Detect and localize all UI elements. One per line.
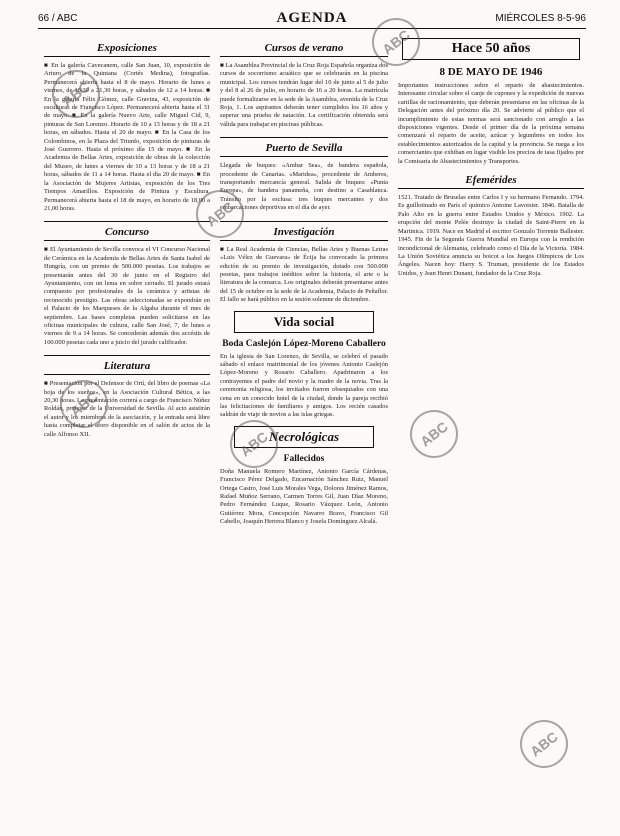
literatura-heading: Literatura	[44, 355, 210, 375]
exposiciones-text: ■ En la galería Cavecanem, calle San Juan, 10, exposición de Arturo de la Quintana (Cortés Medina), fotografías. Permanecerá abierta hasta el 8 de mayo. Horario de lunes a viernes, de 18,30 a 21,30 horas, y sábados de 12 a 14 horas. ■ En la galería Félix Gómez, calle Gravina, 43, exposición de esculturas de Francisco López. Permanecerá abierta hasta el 31 de mayo. ■ En la galería Nuevo Arte, calle Miguel Cid, 9, pinturas de San Lorenzo. Horario de 10 a 13 horas y de 18 a 21 horas, en sábados. Hasta el 20 de mayo. ■ En la Casa de los Colombinos, en la Plaza del Triunfo, exposición de pinturas de José Guerrero. Hasta el próximo día 15 de mayo. ■ En la Academia de Bellas Artes, exposición de obras de la colección del Museo, de lunes a viernes de 10 a 13 horas y de 18 a 21 horas, sábados de 11 a 14 horas. Hasta el día 20 de mayo. ■ En la Asociación de Mujeres Artistas, exposición de los Tres Tiempos Amarillos. Exposición de Pintura y Escultura. Permanecerá abierta hasta el 18 de mayo, en horario de 18,00 a 21,00 horas.	[44, 62, 210, 212]
hace-50-date: 8 DE MAYO DE 1946	[439, 66, 543, 78]
concurso-text: ■ El Ayuntamiento de Sevilla convoca el VI Concurso Nacional de Cerámica en la Academia de Bellas Artes de Santa Isabel de Hungría, con un premio de 500.000 pesetas. Los trabajos se presentarán antes del 30 de junio en el Registro del Ayuntamiento, con un lema en sobre cerrado. El jurado estará compuesto por profesionales de la cerámica y artistas de reconocido prestigio. Las obras seleccionadas se expondrán en el Palacio de los Marqueses de la Algaba durante el mes de septiembre. Las bases completas pueden solicitarse en las oficinas municipales de cultura, calle San José, 7, de lunes a viernes de 9 a 14 horas. Se concederán además dos accésits de 100.000 pesetas cada uno a juicio del jurado calificador.	[44, 246, 210, 346]
cursos-heading: Cursos de verano	[220, 42, 388, 57]
puerto-heading: Puerto de Sevilla	[220, 137, 388, 157]
investigacion-text: ■ La Real Academia de Ciencias, Bellas Artes y Buenas Letras «Luis Vélez de Guevara» de Écija ha convocado la primera edición de su premio de investigación, dotado con 500.000 pesetas, para trabajos inéditos sobre la historia, el arte o la literatura de la comarca. Los originales deberán presentarse antes del 15 de octubre en la sede de la Academia, Palacio de Peñaflor. El fallo se hará público en la sesión solemne de diciembre.	[220, 245, 388, 304]
boda-heading: Boda Caslejón López-Moreno Caballero	[222, 338, 386, 349]
efemerides-text: 1521. Tratado de Bruselas entre Carlos I y su hermano Fernando. 1794. Es guillotinado en París el químico Antoine Lavoisier. 1846. Batalla de Palo Alto en la guerra entre Estados Unidos y México. 1902. La erupción del monte Pelée destruye la ciudad de Saint-Pierre en la Martinica. 1919. Nace en Madrid el escritor Gonzalo Torrente Ballester. 1945. Fin de la Segunda Guerra Mundial en Europa con la rendición incondicional de Alemania, celebrado como el Día de la Victoria. 1984. La Unión Soviética anuncia su boicot a los Juegos Olímpicos de Los Ángeles. Nacen hoy: Harry S. Truman, presidente de los Estados Unidos, y Jean Henri Dunant, fundador de la Cruz Roja.	[398, 194, 584, 277]
abc-watermark-stamp: ABC	[186, 180, 253, 247]
necrologicas-text: Doña Manuela Romero Martínez, Antonio García Cárdenas, Francisco Pérez Delgado, Encarnación Sánchez Ruiz, Manuel Ortega Castro, José Luis Morales Vega, Dolores Jiménez Ramos, Rafael Muñoz Serrano, Carmen Torres Gil, Juan Díaz Moreno, Pedro Fernández Luque, Rosario Vázquez León, Antonio Gutiérrez Mora, Concepción Navarro Bravo, Francisco Gil Cabello, Joaquín Herrera Blanco y Josefa Domínguez Alcalá.	[220, 467, 388, 526]
abc-watermark-stamp: ABC	[400, 400, 467, 467]
section-title: AGENDA	[276, 10, 348, 26]
issue-date: MIÉRCOLES 8-5-96	[495, 13, 586, 24]
cursos-text: ■ La Asamblea Provincial de la Cruz Roja Española organiza dos cursos de socorrismo acuático que se celebrarán en la piscina municipal. Los cursos tendrán lugar del 10 de junio al 5 de julio y del 8 al 26 de julio, en horario de 16 a 20 horas. La matrícula puede formalizarse en la sede de la Asamblea, avenida de la Cruz Roja, 1. Los aspirantes deberán tener cumplidos los 16 años y superar una prueba de natación. La certificación obtenida será válida para trabajar en piscinas públicas.	[220, 62, 388, 128]
page-number: 66 / ABC	[38, 13, 78, 24]
fallecidos-heading: Fallecidos	[283, 453, 325, 464]
necrologicas-box: Necrológicas	[234, 426, 374, 448]
vida-social-text: En la iglesia de San Lorenzo, de Sevilla, se celebró el pasado sábado el enlace matrimonial de los jóvenes Antonio Caslejón López-Moreno y Rosario Caballero. Apadrinaron a los contrayentes el padre del novio y la madre de la novia. Tras la ceremonia religiosa, los invitados fueron obsequiados con una cena en un conocido hotel de la ciudad, donde la pareja recibió las felicitaciones de familiares y amigos. Los recién casados saldrán de viaje de novios a las islas griegas.	[220, 352, 388, 419]
puerto-text: Llegada de buques: «Ambar Sea», de bandera española, procedente de Canarias. «Maridea», procedente de Amberes, transportando mercancía general. Salida de buques: «Punta Europa», de bandera panameña, con destino a Casablanca. Tránsito por la esclusa: tres buques mercantes y dos embarcaciones deportivas en el día de ayer.	[220, 162, 388, 212]
column-right	[398, 38, 584, 278]
page-header	[38, 12, 586, 29]
hace-50-text: Importantes instrucciones sobre el reparto de abastecimientos. Interesante circular sobre el canje de cupones y la expedición de nuevas cartillas de racionamiento, que deberán presentarse en las oficinas de la Delegación antes del próximo día 20. Se advierte al público que el incumplimiento de estas normas será sancionado con arreglo a las disposiciones vigentes. Desde el primer día de la próxima semana comenzará el reparto de aceite, azúcar y legumbres en todos los establecimientos autorizados de la capital y la provincia. Se ruega a los comerciantes que exhiban en lugar visible los precios de tasa fijados por la Comisaría de Abastecimientos y Transportes.	[398, 82, 584, 165]
vida-social-box: Vida social	[234, 311, 374, 333]
hace-50-anos-box: Hace 50 años	[402, 38, 580, 60]
abc-watermark-stamp: ABC	[42, 60, 109, 127]
abc-watermark-stamp: ABC	[362, 8, 429, 75]
exposiciones-heading: Exposiciones	[44, 42, 210, 57]
abc-watermark-stamp: ABC	[50, 370, 117, 437]
abc-watermark-stamp: ABC	[220, 410, 287, 477]
investigacion-heading: Investigación	[220, 221, 388, 241]
concurso-heading: Concurso	[44, 221, 210, 241]
efemerides-heading: Efemérides	[398, 174, 584, 189]
abc-watermark-stamp: ABC	[510, 710, 577, 777]
literatura-text: ■ Presentación por el Defensor de Ortí, del libro de poemas «La hoja de los sueños», en la Asociación Cultural Bética, a las 20,30 horas. La presentación correrá a cargo de Francisco Núñez Roldán, profesor de la Universidad de Sevilla. Al acto asistirán el autor y los miembros de la asociación, y la entrada será libre hasta completar el aforo disponible en el salón de actos de la calle Alfonso XII.	[44, 380, 210, 438]
